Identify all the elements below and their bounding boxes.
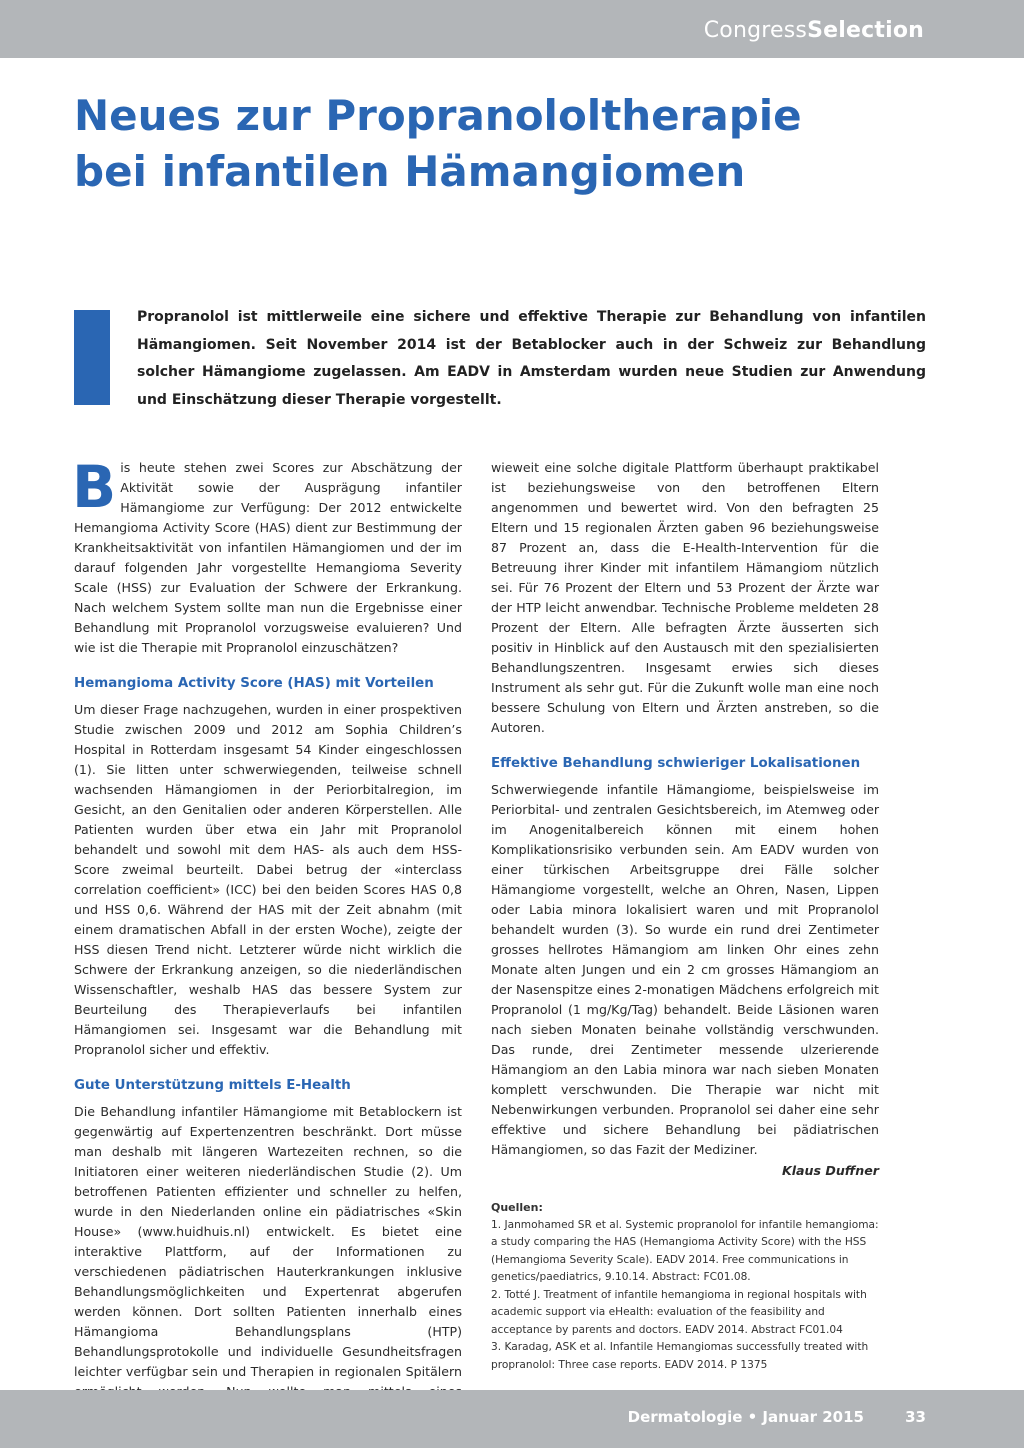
intro-paragraph bbox=[72, 453, 462, 658]
section3-heading: Effektive Behandlung schwieriger Lokalisationen bbox=[491, 756, 861, 771]
intro-text: is heute stehen zwei Scores zur Abschätzung der Aktivität sowie der Ausprägung infantiler Hämangiome zur Verfügung: Der 2012 entwickelte Hemangioma Activity Score (HAS) dient zur Bestimmung der Krankheitsaktivität von infantilen Hämangiomen und der im darauf folgenden Jahr vorgestellte Hemangioma Severity Scale (HSS) zur Evaluation der Schwere der Erkrankung. Nach welchem System sollte man nun die Ergebnisse einer Behandlung mit Propranolol vorzugsweise evaluieren? Und wie ist die Therapie mit Propranolol einzuschätzen? bbox=[74, 460, 462, 655]
section3-text: Schwerwiegende infantile Hämangiome, beispielsweise im Periorbital- und zentralen Gesichtsbereich, im Atemweg oder im Anogenitalbereich können mit einem hohen Komplikationsrisiko verbunden sein. Am EADV wurden von einer türkischen Arbeitsgruppe drei Fälle solcher Hämangiome vorgestellt, welche an Ohren, Nasen, Lippen oder Labia minora lokalisiert waren und mit Propranolol behandelt wurden (3). So wurde ein rund drei Zentimeter grosses hellrotes Hämangiom am linken Ohr eines zehn Monate alten Jungen und ein 2 cm grosses Hämangiom an der Nasenspitze eines 2-monatigen Mädchens erfolgreich mit Propranolol (1 mg/Kg/Tag) behandelt. Beide Läsionen waren nach sieben Monaten beinahe vollständig verschwunden. Das runde, drei Zentimeter messende ulzerierende Hämangiom an den Labia minora war nach sieben Monaten komplett verschwunden. Die Therapie war nicht mit Nebenwirkungen verbunden. Propranolol sei daher eine sehr effektive und sichere Behandlung bei pädiatrischen Hämangiomen, so das Fazit der Mediziner. bbox=[491, 782, 879, 1157]
brand-bold: Selection bbox=[807, 18, 924, 43]
article-title bbox=[74, 88, 954, 200]
column-right bbox=[491, 458, 879, 1374]
brand-logo bbox=[704, 18, 924, 43]
title-line-2: bei infantilen Hämangiomen bbox=[74, 147, 746, 196]
source-item: 1. Janmohamed SR et al. Systemic propranolol for infantile hemangioma: a study comparing the HAS (Hemangioma Activity Score) with the HSS (Hemangioma Severity Scale). EADV 2014. Free communications in genetics/paediatrics, 9.10.14. Abstract: FC01.08. bbox=[491, 1218, 879, 1283]
column-left bbox=[72, 453, 462, 1422]
section2-heading: Gute Unterstützung mittels E-Health bbox=[74, 1078, 351, 1093]
footer-journal: Dermatologie • Januar 2015 bbox=[627, 1408, 864, 1426]
title-line-1: Neues zur Propranololtherapie bbox=[74, 91, 802, 140]
source-item: 3. Karadag, ASK et al. Infantile Hemangiomas successfully treated with propranolol: Three case reports. EADV 2014. P 1375 bbox=[491, 1341, 869, 1371]
footer-bar bbox=[0, 1390, 1024, 1448]
page-number: 33 bbox=[905, 1408, 926, 1426]
header-bar bbox=[0, 0, 1024, 58]
section1-text: Um dieser Frage nachzugehen, wurden in einer prospektiven Studie zwischen 2009 und 2012 am Sophia Children’s Hospital in Rotterdam insgesamt 54 Kinder eingeschlossen (1). Sie litten unter schwerwiegenden, teilweise schnell wachsenden Hämangiomen in der Periorbitalregion, im Gesicht, an den Genitalien oder anderen Körperstellen. Alle Patienten wurden über etwa ein Jahr mit Propranolol behandelt und sowohl mit dem HAS- als auch dem HSS-Score zweimal beurteilt. Dabei betrug der «interclass correlation coefficient» (ICC) bei den beiden Scores HAS 0,8 und HSS 0,6. Während der HAS mit der Zeit abnahm (mit einem dramatischen Abfall in der ersten Woche), zeigte der HSS diesen Trend nicht. Letzterer würde nicht wirklich die Schwere der Erkrankung anzeigen, so die niederländischen Wissenschaftler, weshalb HAS das bessere System zur Beurteilung des Therapieverlaufs bei infantilen Hämangiomen sei. Insgesamt war die Behandlung mit Propranolol sicher und effektiv. bbox=[74, 702, 462, 1057]
section2-text-part2: wieweit eine solche digitale Plattform überhaupt praktikabel ist beziehungsweise von den betroffenen Eltern angenommen und bewertet wird. Von den befragten 25 Eltern und 15 regionalen Ärzten gaben 96 beziehungsweise 87 Prozent an, dass die E-Health-Intervention für die Betreuung ihrer Kinder mit infantilem Hämangiom nützlich sei. Für 76 Prozent der Eltern und 53 Prozent der Ärzte war der HTP leicht anwendbar. Technische Probleme meldeten 28 Prozent der Eltern. Alle befragten Ärzte äusserten sich positiv in Hinblick auf den Austausch mit den spezialisierten Behandlungszentren. Insgesamt erwies sich dieses Instrument als sehr gut. Für die Zukunft wolle man eine noch bessere Schulung von Eltern und Ärzten anstreben, so die Autoren. bbox=[491, 460, 879, 735]
brand-light: Congress bbox=[703, 18, 808, 43]
source-item: 2. Totté J. Treatment of infantile hemangioma in regional hospitals with academic support via eHealth: evaluation of the feasibility and acceptance by parents and doctors. EADV 2014. Abstract FC01.04 bbox=[491, 1288, 867, 1336]
section2-text-part1: Die Behandlung infantiler Hämangiome mit Betablockern ist gegenwärtig auf Expertenzentren beschränkt. Dort müsse man deshalb mit längeren Wartezeiten rechnen, so die Initiatoren einer weiteren niederländischen Studie (2). Um betroffenen Patienten effizienter und schneller zu helfen, wurde in den Niederlanden online ein pädiatrisches «Skin House» (www.huidhuis.nl) entwickelt. Es bietet eine interaktive Plattform, auf der Informationen zu verschiedenen pädiatrischen Hauterkrankungen inklusive Behandlungsmöglichkeiten und Expertenrat abgerufen werden können. Dort sollten Patienten innerhalb eines Hämangioma Behandlungsplans (HTP) Behandlungsprotokolle und individuelle Gesundheitsfragen leichter verfügbar sein und Therapien in regionalen Spitälern bbox=[74, 1104, 462, 1379]
lead-initial-bar bbox=[74, 310, 110, 405]
dropcap: B bbox=[72, 453, 117, 521]
author: Klaus Duffner bbox=[781, 1163, 879, 1178]
lead-paragraph: Propranolol ist mittlerweile eine sichere und effektive Therapie zur Behandlung von infantilen Hämangiomen. Seit November 2014 ist der Betablocker auch in der Schweiz zur Behandlung solcher Hämangiome zugelassen. Am EADV in Amsterdam wurden neue Studien zur Anwendung und Einschätzung dieser Therapie vorgestellt. bbox=[137, 309, 926, 408]
sources-title: Quellen: bbox=[491, 1201, 543, 1214]
sources bbox=[491, 1199, 879, 1374]
section1-heading: Hemangioma Activity Score (HAS) mit Vorteilen bbox=[74, 676, 434, 691]
